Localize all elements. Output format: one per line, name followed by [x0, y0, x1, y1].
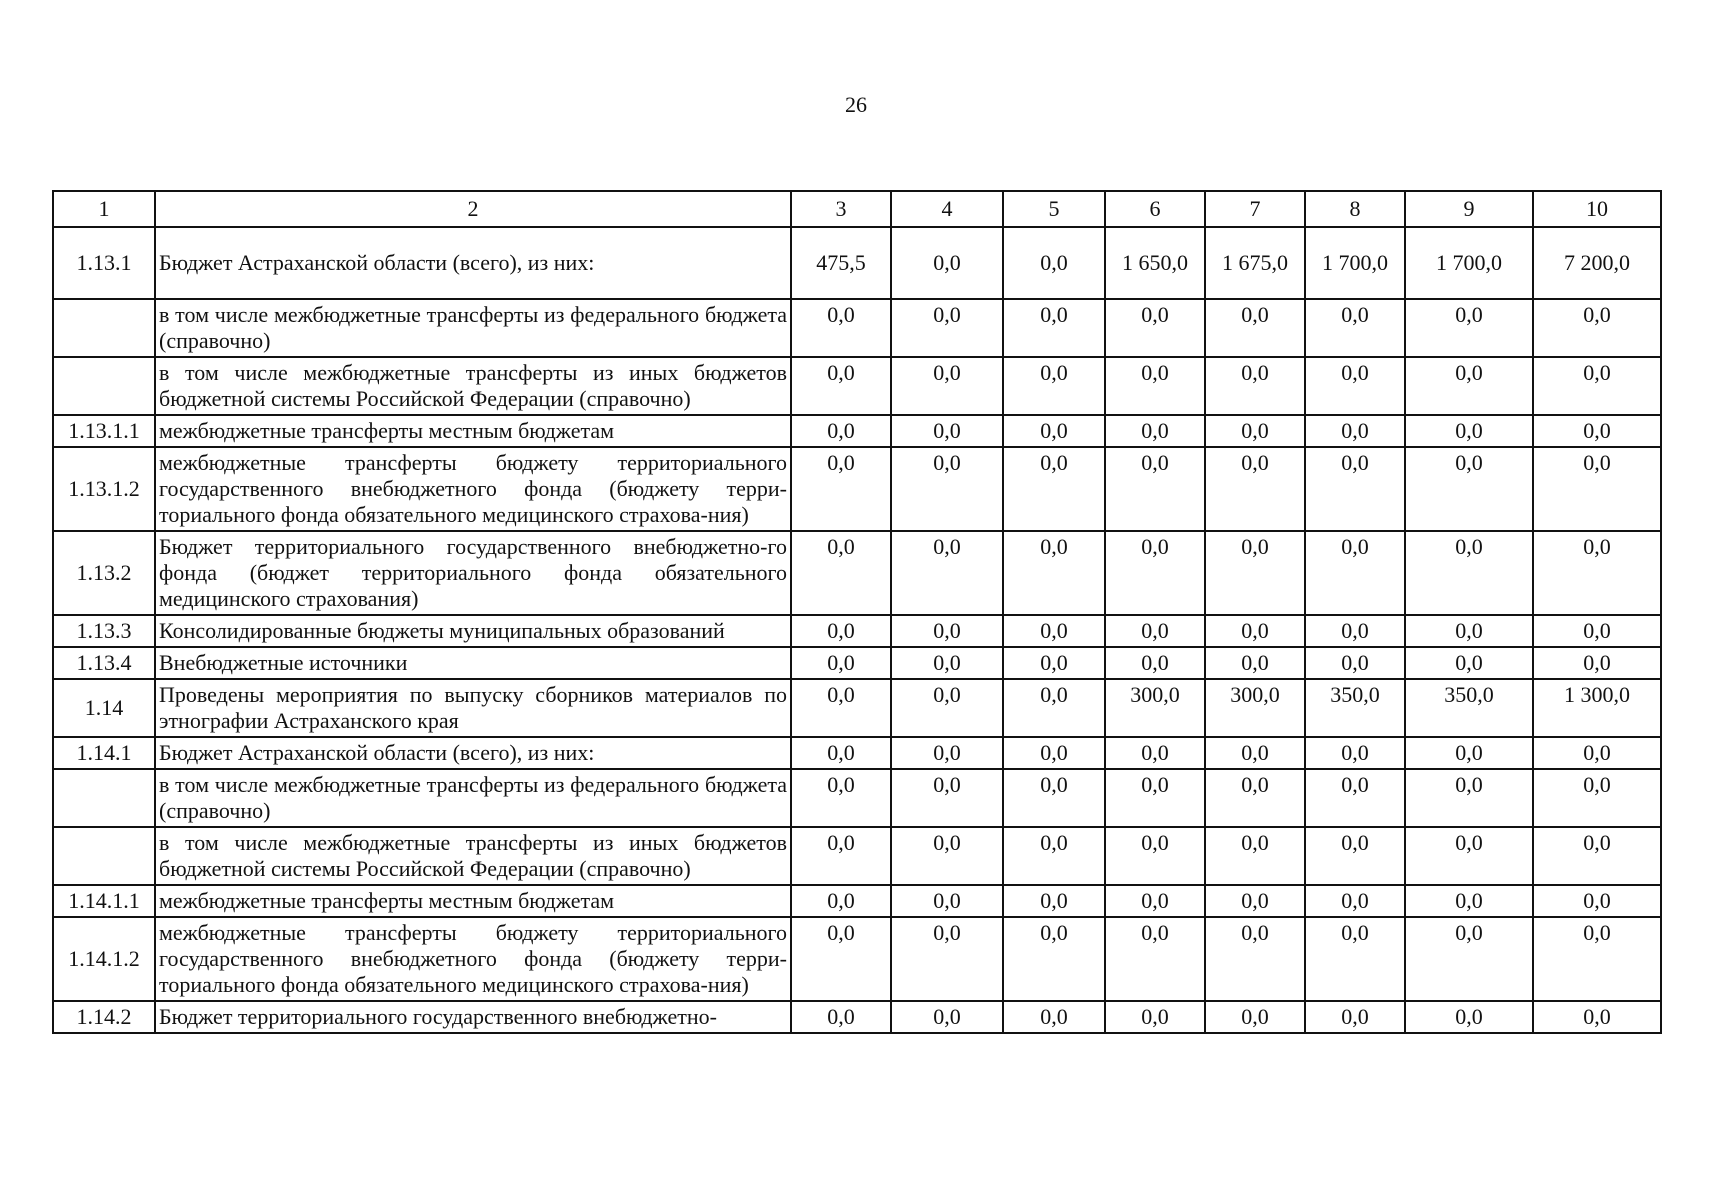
- value-cell: 0,0: [1305, 885, 1405, 917]
- row-description: Бюджет Астраханской области (всего), из них:: [155, 737, 791, 769]
- value-cell: 0,0: [1533, 357, 1661, 415]
- row-description: Консолидированные бюджеты муниципальных образований: [155, 615, 791, 647]
- value-cell: 0,0: [1533, 885, 1661, 917]
- value-cell: 0,0: [891, 357, 1003, 415]
- value-cell: 0,0: [1405, 447, 1533, 531]
- value-cell: 0,0: [1533, 1001, 1661, 1033]
- row-description: Проведены мероприятия по выпуску сборников материалов по этнографии Астраханского края: [155, 679, 791, 737]
- row-number: 1.14.1.1: [53, 885, 155, 917]
- value-cell: 0,0: [1003, 737, 1105, 769]
- value-cell: 0,0: [1305, 827, 1405, 885]
- value-cell: 0,0: [1533, 827, 1661, 885]
- column-header: 6: [1105, 191, 1205, 227]
- value-cell: 0,0: [791, 885, 891, 917]
- value-cell: 0,0: [891, 647, 1003, 679]
- column-header: 4: [891, 191, 1003, 227]
- row-description: межбюджетные трансферты бюджету территориального государственного внебюджетного фонда (бюджету терри-ториального фонда обязательного медицинского страхова-ния): [155, 447, 791, 531]
- column-header: 5: [1003, 191, 1105, 227]
- table-row: [53, 917, 1661, 1001]
- value-cell: 0,0: [791, 679, 891, 737]
- value-cell: 0,0: [1405, 299, 1533, 357]
- row-number: [53, 357, 155, 415]
- value-cell: 0,0: [1533, 737, 1661, 769]
- value-cell: 350,0: [1305, 679, 1405, 737]
- value-cell: 0,0: [1305, 647, 1405, 679]
- value-cell: 1 700,0: [1405, 227, 1533, 299]
- value-cell: 0,0: [1003, 1001, 1105, 1033]
- value-cell: 0,0: [891, 1001, 1003, 1033]
- value-cell: 0,0: [1003, 415, 1105, 447]
- value-cell: 0,0: [1105, 769, 1205, 827]
- row-description: в том числе межбюджетные трансферты из федерального бюджета (справочно): [155, 769, 791, 827]
- column-header: 3: [791, 191, 891, 227]
- value-cell: 0,0: [1105, 415, 1205, 447]
- value-cell: 300,0: [1205, 679, 1305, 737]
- row-description: Внебюджетные источники: [155, 647, 791, 679]
- value-cell: 0,0: [1003, 917, 1105, 1001]
- column-header: 1: [53, 191, 155, 227]
- column-header: 2: [155, 191, 791, 227]
- value-cell: 1 650,0: [1105, 227, 1205, 299]
- row-number: 1.13.4: [53, 647, 155, 679]
- value-cell: 0,0: [1105, 357, 1205, 415]
- row-number: 1.14.2: [53, 1001, 155, 1033]
- value-cell: 0,0: [1105, 647, 1205, 679]
- value-cell: 0,0: [1003, 647, 1105, 679]
- value-cell: 0,0: [891, 827, 1003, 885]
- value-cell: 0,0: [891, 769, 1003, 827]
- table-row: [53, 227, 1661, 299]
- table-row: [53, 615, 1661, 647]
- row-number: [53, 827, 155, 885]
- table-row: [53, 885, 1661, 917]
- value-cell: 0,0: [891, 447, 1003, 531]
- row-description: Бюджет Астраханской области (всего), из них:: [155, 227, 791, 299]
- value-cell: 0,0: [891, 415, 1003, 447]
- value-cell: 0,0: [1205, 299, 1305, 357]
- value-cell: 0,0: [1405, 615, 1533, 647]
- row-description: межбюджетные трансферты местным бюджетам: [155, 885, 791, 917]
- value-cell: 0,0: [791, 769, 891, 827]
- value-cell: 0,0: [1305, 299, 1405, 357]
- value-cell: 0,0: [1405, 737, 1533, 769]
- value-cell: 300,0: [1105, 679, 1205, 737]
- value-cell: 0,0: [1205, 531, 1305, 615]
- header-row: [53, 191, 1661, 227]
- value-cell: 0,0: [1003, 615, 1105, 647]
- row-number: 1.13.1: [53, 227, 155, 299]
- value-cell: 0,0: [1003, 769, 1105, 827]
- value-cell: 0,0: [791, 447, 891, 531]
- value-cell: 475,5: [791, 227, 891, 299]
- value-cell: 0,0: [791, 647, 891, 679]
- value-cell: 0,0: [1533, 299, 1661, 357]
- value-cell: 1 675,0: [1205, 227, 1305, 299]
- value-cell: 0,0: [791, 737, 891, 769]
- value-cell: 0,0: [1533, 531, 1661, 615]
- value-cell: 0,0: [1205, 447, 1305, 531]
- column-header: 9: [1405, 191, 1533, 227]
- row-number: 1.14: [53, 679, 155, 737]
- value-cell: 0,0: [1405, 1001, 1533, 1033]
- table-row: [53, 1001, 1661, 1033]
- row-description: в том числе межбюджетные трансферты из федерального бюджета (справочно): [155, 299, 791, 357]
- table-row: [53, 299, 1661, 357]
- value-cell: 0,0: [1533, 615, 1661, 647]
- value-cell: 0,0: [1405, 827, 1533, 885]
- table-row: [53, 647, 1661, 679]
- value-cell: 0,0: [1305, 1001, 1405, 1033]
- value-cell: 0,0: [791, 827, 891, 885]
- value-cell: 0,0: [1405, 415, 1533, 447]
- page-number: 26: [845, 92, 867, 117]
- value-cell: 0,0: [791, 357, 891, 415]
- row-number: [53, 299, 155, 357]
- value-cell: 0,0: [1105, 447, 1205, 531]
- value-cell: 0,0: [1003, 299, 1105, 357]
- value-cell: 350,0: [1405, 679, 1533, 737]
- value-cell: 0,0: [1405, 647, 1533, 679]
- value-cell: 0,0: [891, 227, 1003, 299]
- value-cell: 0,0: [1003, 885, 1105, 917]
- value-cell: 0,0: [1105, 615, 1205, 647]
- value-cell: 0,0: [791, 299, 891, 357]
- row-number: 1.13.2: [53, 531, 155, 615]
- value-cell: 0,0: [1205, 1001, 1305, 1033]
- row-description: в том числе межбюджетные трансферты из иных бюджетов бюджетной системы Российской Федерации (справочно): [155, 357, 791, 415]
- table-row: [53, 531, 1661, 615]
- row-number: [53, 769, 155, 827]
- value-cell: 0,0: [1205, 357, 1305, 415]
- column-header: 10: [1533, 191, 1661, 227]
- value-cell: 0,0: [1003, 227, 1105, 299]
- table-row: [53, 447, 1661, 531]
- value-cell: 7 200,0: [1533, 227, 1661, 299]
- value-cell: 0,0: [1205, 885, 1305, 917]
- value-cell: 0,0: [1533, 917, 1661, 1001]
- value-cell: 0,0: [891, 737, 1003, 769]
- value-cell: 0,0: [891, 299, 1003, 357]
- value-cell: 0,0: [891, 885, 1003, 917]
- value-cell: 0,0: [1105, 531, 1205, 615]
- value-cell: 0,0: [1305, 531, 1405, 615]
- row-number: 1.13.3: [53, 615, 155, 647]
- value-cell: 0,0: [1405, 917, 1533, 1001]
- value-cell: 0,0: [1305, 769, 1405, 827]
- value-cell: 0,0: [1405, 531, 1533, 615]
- value-cell: 0,0: [791, 615, 891, 647]
- value-cell: 0,0: [1003, 679, 1105, 737]
- value-cell: 0,0: [1305, 917, 1405, 1001]
- table-row: [53, 357, 1661, 415]
- value-cell: 0,0: [1205, 917, 1305, 1001]
- table-row: [53, 415, 1661, 447]
- value-cell: 0,0: [1405, 357, 1533, 415]
- row-description: межбюджетные трансферты бюджету территориального государственного внебюджетного фонда (бюджету терри-ториального фонда обязательного медицинского страхова-ния): [155, 917, 791, 1001]
- value-cell: 0,0: [1003, 827, 1105, 885]
- column-header: 8: [1305, 191, 1405, 227]
- row-description: Бюджет территориального государственного внебюджетно-: [155, 1001, 791, 1033]
- value-cell: 0,0: [1305, 737, 1405, 769]
- value-cell: 0,0: [1003, 531, 1105, 615]
- value-cell: 0,0: [1105, 1001, 1205, 1033]
- value-cell: 0,0: [1305, 357, 1405, 415]
- value-cell: 0,0: [1305, 615, 1405, 647]
- value-cell: 0,0: [1003, 447, 1105, 531]
- value-cell: 0,0: [1533, 769, 1661, 827]
- value-cell: 0,0: [891, 615, 1003, 647]
- value-cell: 0,0: [1205, 769, 1305, 827]
- row-number: 1.13.1.1: [53, 415, 155, 447]
- value-cell: 0,0: [1533, 647, 1661, 679]
- value-cell: 0,0: [1105, 917, 1205, 1001]
- value-cell: 0,0: [791, 531, 891, 615]
- value-cell: 0,0: [1003, 357, 1105, 415]
- value-cell: 0,0: [1305, 447, 1405, 531]
- value-cell: 0,0: [891, 531, 1003, 615]
- value-cell: 0,0: [1305, 415, 1405, 447]
- value-cell: 0,0: [1105, 737, 1205, 769]
- value-cell: 0,0: [791, 917, 891, 1001]
- table-row: [53, 769, 1661, 827]
- value-cell: 0,0: [1105, 299, 1205, 357]
- value-cell: 1 700,0: [1305, 227, 1405, 299]
- value-cell: 0,0: [1533, 415, 1661, 447]
- row-number: 1.14.1.2: [53, 917, 155, 1001]
- table-body: [53, 227, 1661, 1033]
- table-row: [53, 679, 1661, 737]
- value-cell: 0,0: [1105, 827, 1205, 885]
- row-number: 1.14.1: [53, 737, 155, 769]
- value-cell: 0,0: [1533, 447, 1661, 531]
- value-cell: 0,0: [1205, 737, 1305, 769]
- row-description: в том числе межбюджетные трансферты из иных бюджетов бюджетной системы Российской Федерации (справочно): [155, 827, 791, 885]
- value-cell: 0,0: [791, 415, 891, 447]
- value-cell: 0,0: [1205, 615, 1305, 647]
- value-cell: 0,0: [1205, 415, 1305, 447]
- row-number: 1.13.1.2: [53, 447, 155, 531]
- column-header: 7: [1205, 191, 1305, 227]
- value-cell: 0,0: [1205, 827, 1305, 885]
- value-cell: 0,0: [1405, 885, 1533, 917]
- value-cell: 0,0: [891, 917, 1003, 1001]
- value-cell: 0,0: [891, 679, 1003, 737]
- value-cell: 1 300,0: [1533, 679, 1661, 737]
- value-cell: 0,0: [1405, 769, 1533, 827]
- table-row: [53, 827, 1661, 885]
- row-description: межбюджетные трансферты местным бюджетам: [155, 415, 791, 447]
- budget-table: [52, 190, 1662, 1034]
- value-cell: 0,0: [791, 1001, 891, 1033]
- table-row: [53, 737, 1661, 769]
- row-description: Бюджет территориального государственного внебюджетно-го фонда (бюджет территориального фонда обязательного медицинского страхования): [155, 531, 791, 615]
- value-cell: 0,0: [1205, 647, 1305, 679]
- value-cell: 0,0: [1105, 885, 1205, 917]
